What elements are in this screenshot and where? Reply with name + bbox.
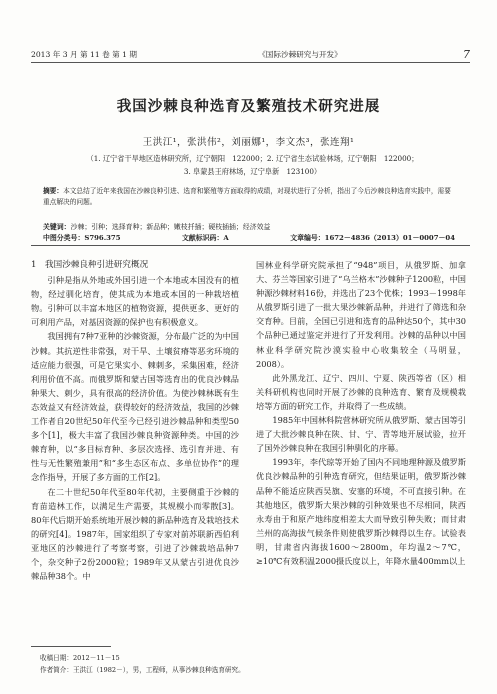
section-heading: 1 我国沙棘良种引进研究概况 (31, 260, 149, 270)
right-column (256, 258, 466, 568)
clc-number: 中图分类号：S796.375 (43, 234, 121, 242)
paragraph: 引种是指从外地或外国引进一个本地或本国没有的植物，经过驯化培育，使其成为本地或本国的一种栽培植物。引种可以丰富本地区的植物资源，提供更多、更好的可利用产品，对基因资源的保护也有积极意义。 (31, 275, 239, 328)
footnotes (40, 652, 245, 676)
article-id: 文章编号：1672－4836（2013）01－0007－04 (290, 234, 455, 242)
header-rule (31, 62, 470, 63)
abstract-block (43, 186, 455, 208)
footnote-rule (31, 646, 111, 647)
section-rule (31, 245, 470, 246)
author-bio: 作者简介：王洪江（1982－），男，工程师，从事沙棘良种选育研究。 (40, 666, 245, 674)
paragraph: 1985年中国林科院营林研究所从俄罗斯、蒙古国等引进了大批沙棘良种在陕、甘、宁、青等地开展试验，拉开了国外沙棘良种在我国引种驯化的序幕。 (256, 415, 466, 454)
left-column (31, 258, 239, 583)
paragraph: 1993年，李代琼等开始了国内不同地理种源及俄罗斯优良沙棘品种的引种选育研究，但结果证明，俄罗斯沙棘品种不能适应陕西吴旗、安塞的环境，不可直接引种。在其他地区，俄罗斯大果沙棘的引种效果也不尽相同，陕西永寿由于和原产地纬度相差太大而导致引种失败；而甘肃兰州的高海拔气候条件则使俄罗斯沙棘得以生存。试验表明，甘肃省内海拔1600～2800m，年均温2～7℃，≥10℃有效积温2000摄氏度以上，年降水量400mm以上 (256, 457, 466, 566)
document-code: 文献标识码：A (182, 234, 229, 242)
keywords-text: 沙棘；引种；选择育种；新品种；嫩枝扦插；硬枝插插；经济效益 (70, 223, 271, 231)
abstract-label: 摘要： (43, 187, 64, 195)
paragraph: 我国拥有7种7亚种的沙棘资源，分布最广泛的为中国沙棘。其抗逆性非常强，对干旱、土壤贫瘠等恶劣环境的适应能力很强，可是它果实小、棘刺多，采集困难，经济利用价值不高。而俄罗斯和蒙古国等选育出的优良沙棘品种果大、刺少，具有很高的经济价值。为使沙棘林既有生态效益又有经济效益，获得较好的经济效益，我国的沙棘工作者自20世纪50年代至今已经引进沙棘品种和类型50多个[1]，极大丰富了我国沙棘良种资源种类。中国的沙棘育种，以“多目标育种、多层次选择、选引育并进、有性与无性繁殖兼用”和“多生态区布点、多单位协作”的理念作指导，开展了多方面的工作[2]。 (31, 331, 239, 483)
affiliation-line: （1. 辽宁省干旱地区造林研究所，辽宁朝阳 122000；2. 辽宁省生态试验林场，辽宁朝阳 122000； (86, 154, 419, 163)
page-number: 7 (463, 47, 470, 61)
paragraph: 此外黑龙江、辽宁、四川、宁夏、陕西等省（区）相关科研机构也同时开展了沙棘的良种选育、繁育及规模栽培等方面的研究工作，并取得了一些成绩。 (256, 372, 466, 411)
paragraph: 国林业科学研究院承担了“948”项目，从俄罗斯、加拿大、芬兰等国家引进了“乌兰格木”沙棘种子1200粒，中国种源沙棘材料16份，并选出了23个优株；1993－1998年从俄罗斯引进了一批大果沙棘新品种，并进行了筛选和杂交育种。目前，全国已引进和选育的品种达50个，其中30个品种已通过鉴定并进行了开发利用。沙棘的品种以中国林业科学研究院沙漠实验中心收集较全（马明显，2008）。 (256, 260, 466, 369)
paragraph: 在二十世纪50年代至80年代初，主要侧重于沙棘的育苗造林工作，以满足生产需要，其规模小而零散[3]。80年代后期开始系统地开展沙棘的新品种选育及栽培技术的研究[4]。1987年，国家组织了专家对前苏联新西伯利亚地区的沙棘进行了考察考察，引进了沙棘栽培品种7个，杂交种子2份2000粒；1989年又从蒙古引进优良沙棘品种38个。中 (31, 486, 239, 582)
running-header (31, 47, 470, 61)
meta-block (43, 222, 455, 244)
journal-issue: 2013 年 3 月 第 11 卷 第 1 期 (31, 49, 137, 59)
authors: 王洪江¹，张洪伟²，刘丽娜¹，李文杰³，张连翔¹ (142, 137, 355, 148)
affiliations (40, 152, 465, 178)
article-title: 我国沙棘良种选育及繁殖技术研究进展 (116, 98, 381, 115)
journal-name: 《国际沙棘研究与开发》 (258, 49, 342, 59)
received-date: 收稿日期：2012－11－15 (40, 654, 120, 662)
affiliation-line: 3. 阜蒙县王府林场，辽宁阜新 123100） (183, 167, 322, 176)
abstract-text: 本文总结了近年来我国在沙棘良种引进、选育和繁殖等方面取得的成绩，对现状进行了分析，指出了今后沙棘良种选育实践中，需要重点解决的问题。 (43, 187, 451, 206)
keywords-label: 关键词： (43, 223, 71, 231)
